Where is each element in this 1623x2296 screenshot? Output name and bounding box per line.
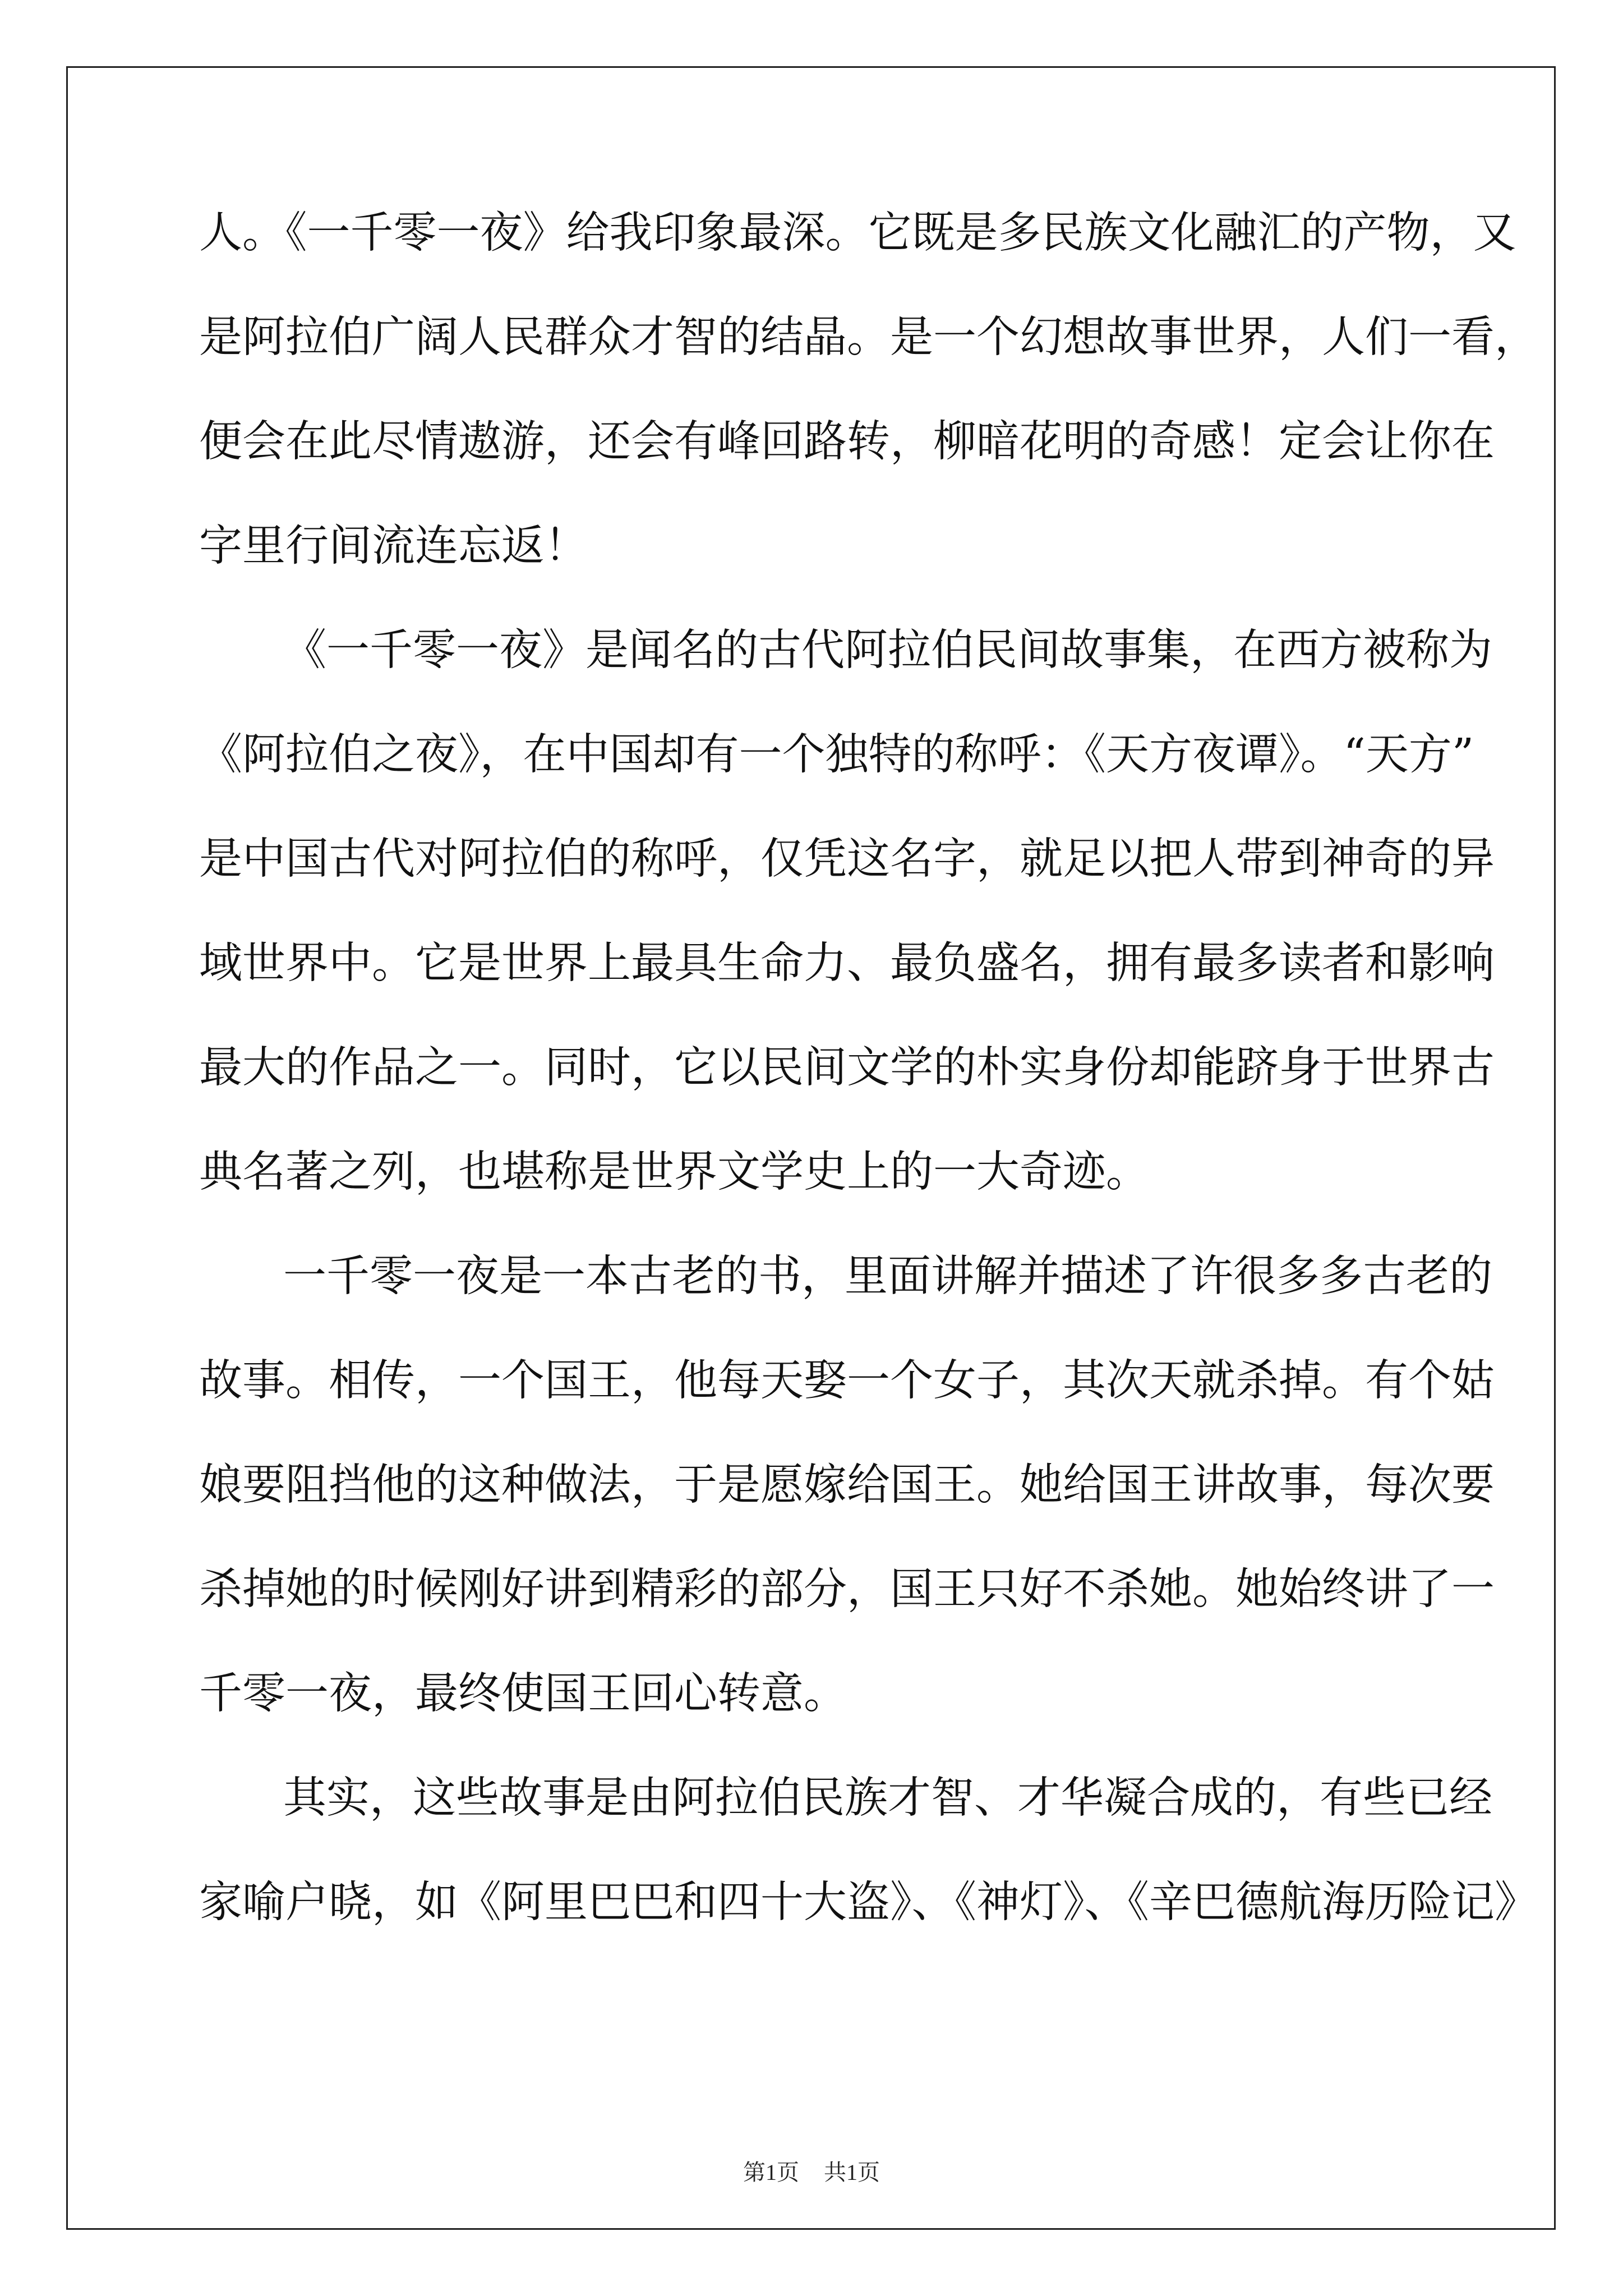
text-line: 一千零一夜是一本古老的书，里面讲解并描述了许很多多古老的 <box>283 1251 1492 1301</box>
text-line: 是中国古代对阿拉伯的称呼，仅凭这名字，就足以把人带到神奇的异 <box>199 834 1495 884</box>
text-line: 杀掉她的时候刚好讲到精彩的部分，国王只好不杀她。她始终讲了一 <box>199 1565 1495 1614</box>
text-line: 其实，这些故事是由阿拉伯民族才智、才华凝合成的，有些已经 <box>283 1773 1492 1823</box>
text-line: 域世界中。它是世界上最具生命力、最负盛名，拥有最多读者和影响 <box>199 938 1495 988</box>
paragraph-4 <box>199 1773 1538 1929</box>
paragraph-1 <box>199 208 1538 572</box>
paragraph-3 <box>199 1251 1495 1720</box>
text-line: 故事。相传，一个国王，他每天娶一个女子，其次天就杀掉。有个姑 <box>199 1356 1495 1406</box>
page-footer <box>0 2159 1623 2187</box>
page-number: 第1页 <box>743 2160 799 2185</box>
page-total: 共1页 <box>824 2160 880 2185</box>
text-line: 是阿拉伯广阔人民群众才智的结晶。是一个幻想故事世界，人们一看， <box>199 312 1538 362</box>
text-line: 典名著之列，也堪称是世界文学史上的一大奇迹。 <box>199 1147 1149 1197</box>
text-line: 便会在此尽情遨游，还会有峰回路转，柳暗花明的奇感！定会让你在 <box>199 417 1495 467</box>
text-line: 人。《一千零一夜》给我印象最深。它既是多民族文化融汇的产物，又 <box>199 208 1516 258</box>
text-line: 《一千零一夜》是闻名的古代阿拉伯民间故事集，在西方被称为 <box>283 625 1492 675</box>
text-line: 字里行间流连忘返！ <box>199 521 588 571</box>
paragraph-2 <box>199 625 1495 1198</box>
text-line: 千零一夜，最终使国王回心转意。 <box>199 1669 847 1719</box>
text-line: 《阿拉伯之夜》，在中国却有一个独特的称呼：《天方夜谭》。“天方” <box>199 730 1474 780</box>
text-line: 家喻户晓，如《阿里巴巴和四十大盗》、《神灯》、《辛巴德航海历险记》 <box>199 1878 1538 1927</box>
text-line: 最大的作品之一。同时，它以民间文学的朴实身份却能跻身于世界古 <box>199 1043 1495 1093</box>
document-body <box>199 208 1538 1981</box>
text-line: 娘要阻挡他的这种做法，于是愿嫁给国王。她给国王讲故事，每次要 <box>199 1460 1495 1510</box>
